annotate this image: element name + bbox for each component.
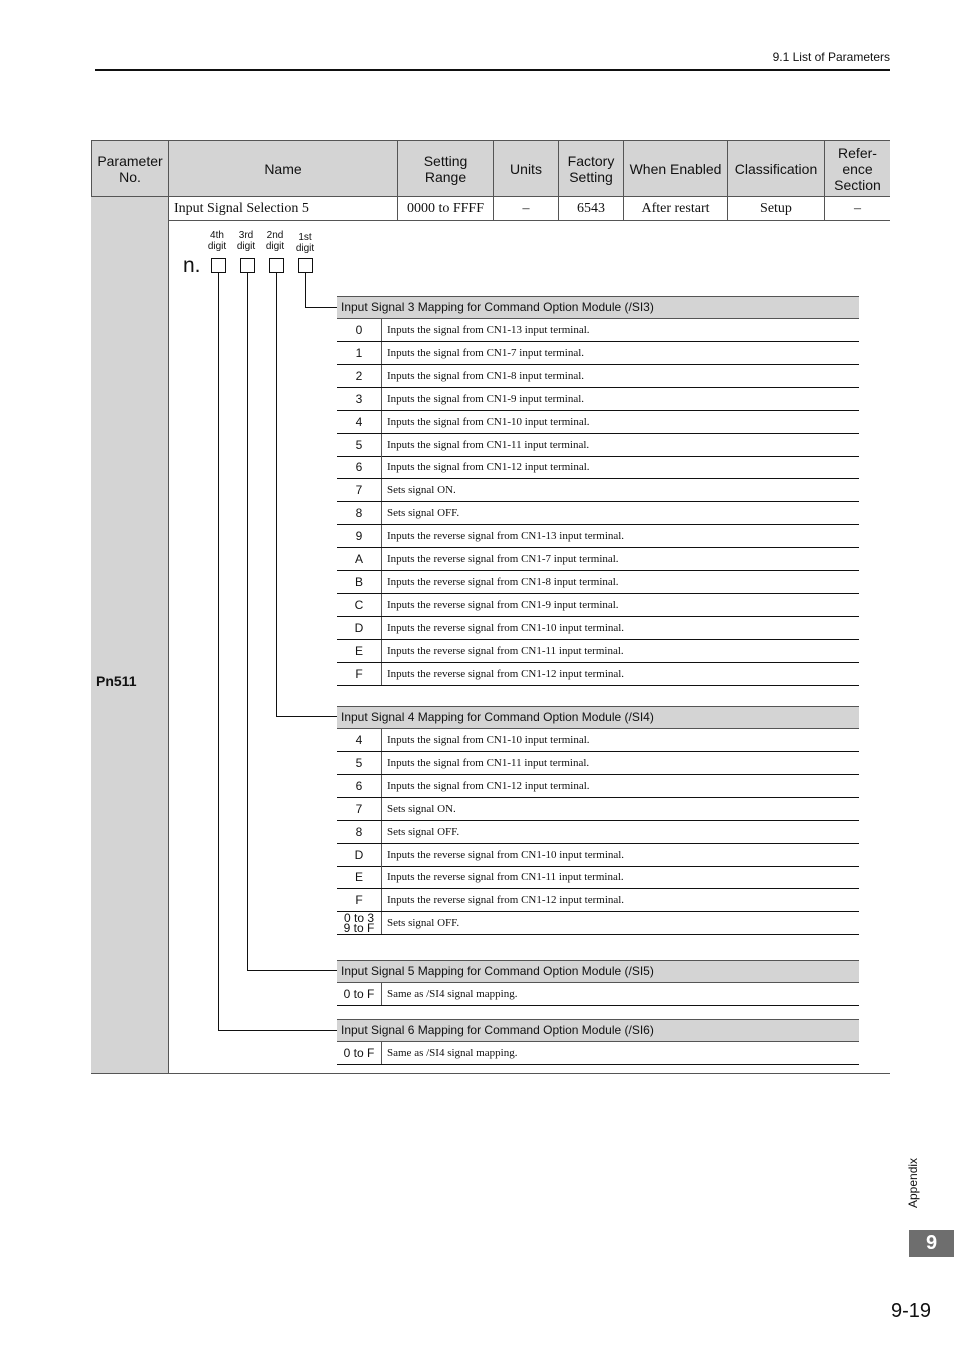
group-title: Input Signal 6 Mapping for Command Option Module (/SI6) xyxy=(337,1019,859,1042)
cell-classification: Setup xyxy=(728,197,825,221)
side-tab-label xyxy=(906,1146,928,1208)
group-title: Input Signal 3 Mapping for Command Option Module (/SI3) xyxy=(337,296,859,319)
table-row xyxy=(337,434,859,457)
group-title: Input Signal 5 Mapping for Command Option Module (/SI5) xyxy=(337,960,859,983)
setting-code: F xyxy=(337,889,382,911)
setting-description: Inputs the signal from CN1-13 input terminal. xyxy=(387,324,590,336)
table-row xyxy=(337,663,859,686)
table-row xyxy=(337,844,859,867)
table-row xyxy=(337,912,859,935)
connector-1st xyxy=(305,273,306,307)
setting-description: Inputs the signal from CN1-8 input terminal. xyxy=(387,369,585,382)
digit-prefix: n. xyxy=(183,254,201,277)
setting-code: 5 xyxy=(337,434,382,456)
connector-4th xyxy=(218,273,219,1030)
table-row xyxy=(337,571,859,594)
digit-label-2nd: 2nd digit xyxy=(265,230,285,252)
table-row xyxy=(337,456,859,479)
connector-3rd xyxy=(247,273,248,970)
running-header: 9.1 List of Parameters xyxy=(772,50,890,64)
setting-code: 0 xyxy=(337,319,382,341)
table-row xyxy=(337,502,859,525)
setting-code: 6 xyxy=(337,775,382,797)
setting-description: Inputs the reverse signal from CN1-12 input terminal. xyxy=(387,667,625,680)
setting-description: Inputs the signal from CN1-11 input terminal. xyxy=(387,756,590,769)
setting-code: D xyxy=(337,617,382,639)
table-row xyxy=(337,821,859,844)
setting-description: Sets signal OFF. xyxy=(387,507,460,520)
setting-code: E xyxy=(337,866,382,888)
setting-code: E xyxy=(337,640,382,662)
setting-code: 3 xyxy=(337,388,382,410)
table-row xyxy=(337,983,859,1006)
table-row xyxy=(337,1042,859,1065)
col-header-name: Name xyxy=(169,140,398,197)
setting-code: C xyxy=(337,594,382,616)
setting-description: Inputs the reverse signal from CN1-11 input terminal. xyxy=(387,871,624,884)
table-row xyxy=(337,365,859,388)
table-row xyxy=(337,594,859,617)
setting-code: 5 xyxy=(337,752,382,774)
table-row xyxy=(337,729,859,752)
setting-code: 0 to F xyxy=(337,1042,382,1064)
col-header-setting-range: Setting Range xyxy=(398,140,494,197)
table-row xyxy=(337,775,859,798)
setting-description: Inputs the signal from CN1-9 input terminal. xyxy=(387,392,585,405)
connector-3rd-h xyxy=(247,970,337,971)
connector-2nd-h xyxy=(276,716,337,717)
setting-code: 0 to F xyxy=(337,983,382,1005)
col-header-factory-setting: Factory Setting xyxy=(559,140,624,197)
page-number: 9-19 xyxy=(890,1300,931,1322)
setting-description: Inputs the reverse signal from CN1-9 input terminal. xyxy=(387,598,619,611)
setting-code: A xyxy=(337,548,382,570)
col-header-classification: Classification xyxy=(728,140,825,197)
table-row xyxy=(337,617,859,640)
header-rule xyxy=(95,69,890,71)
chapter-tab: 9 xyxy=(909,1230,954,1257)
cell-factory-setting: 6543 xyxy=(559,197,624,221)
cell-units: – xyxy=(494,197,559,221)
col-header-reference: Refer- ence Section xyxy=(825,140,890,197)
setting-description: Inputs the signal from CN1-7 input terminal. xyxy=(387,346,585,359)
setting-description: Inputs the reverse signal from CN1-8 input terminal. xyxy=(387,575,619,588)
digit-label-1st: 1st digit xyxy=(295,232,315,254)
cell-when-enabled: After restart xyxy=(624,197,728,221)
parameter-number: Pn511 xyxy=(96,673,137,689)
table-row xyxy=(337,640,859,663)
setting-code: F xyxy=(337,663,382,685)
setting-description: Same as /SI4 signal mapping. xyxy=(387,1047,518,1059)
table-row xyxy=(337,889,859,912)
table-row xyxy=(337,479,859,502)
connector-2nd xyxy=(276,273,277,716)
setting-description: Inputs the reverse signal from CN1-10 input terminal. xyxy=(387,621,625,634)
setting-description: Inputs the signal from CN1-10 input terminal. xyxy=(387,415,590,428)
setting-code: 2 xyxy=(337,365,382,387)
cell-setting-range: 0000 to FFFF xyxy=(398,197,494,221)
connector-4th-h xyxy=(218,1030,337,1031)
setting-description: Sets signal ON. xyxy=(387,484,456,497)
setting-code: D xyxy=(337,844,382,866)
setting-description: Inputs the signal from CN1-10 input terminal. xyxy=(387,734,590,746)
setting-description: Sets signal OFF. xyxy=(387,825,460,838)
cell-name: Input Signal Selection 5 xyxy=(169,197,398,221)
setting-code: 1 xyxy=(337,342,382,364)
table-row xyxy=(337,319,859,342)
table-row xyxy=(337,525,859,548)
setting-code: 0 to 3 9 to F xyxy=(337,912,382,934)
digit-box-3rd xyxy=(240,258,255,273)
setting-code: 4 xyxy=(337,411,382,433)
setting-description: Inputs the signal from CN1-12 input terminal. xyxy=(387,461,590,474)
setting-code: 8 xyxy=(337,821,382,843)
digit-box-4th xyxy=(211,258,226,273)
digit-label-3rd: 3rd digit xyxy=(236,230,256,252)
group-title: Input Signal 4 Mapping for Command Option Module (/SI4) xyxy=(337,706,859,729)
digit-label-4th: 4th digit xyxy=(207,230,227,252)
setting-description: Inputs the reverse signal from CN1-12 input terminal. xyxy=(387,894,625,907)
col-header-units: Units xyxy=(494,140,559,197)
table-row xyxy=(337,411,859,434)
table-row xyxy=(337,752,859,775)
table-bottom-rule xyxy=(91,1073,890,1074)
table-row xyxy=(337,866,859,889)
setting-code: 8 xyxy=(337,502,382,524)
digit-box-1st xyxy=(298,258,313,273)
setting-description: Inputs the reverse signal from CN1-13 input terminal. xyxy=(387,530,625,543)
setting-code: 7 xyxy=(337,479,382,501)
table-row xyxy=(337,798,859,821)
setting-code: 4 xyxy=(337,729,382,751)
setting-code: 9 xyxy=(337,525,382,547)
setting-description: Inputs the reverse signal from CN1-7 input terminal. xyxy=(387,553,619,565)
cell-reference: – xyxy=(825,197,890,221)
table-row xyxy=(337,388,859,411)
col-header-when-enabled: When Enabled xyxy=(624,140,728,197)
setting-code: 6 xyxy=(337,456,382,478)
setting-description: Inputs the reverse signal from CN1-10 input terminal. xyxy=(387,848,625,861)
col-header-parameter-no: Parameter No. xyxy=(91,140,169,197)
appendix-label: Appendix xyxy=(906,1157,920,1208)
table-row xyxy=(337,548,859,571)
setting-description: Inputs the signal from CN1-12 input terminal. xyxy=(387,779,590,792)
digit-box-2nd xyxy=(269,258,284,273)
setting-description: Sets signal OFF. xyxy=(387,917,460,930)
connector-1st-h xyxy=(305,307,337,308)
setting-code: 7 xyxy=(337,798,382,820)
setting-description: Inputs the reverse signal from CN1-11 input terminal. xyxy=(387,644,624,657)
setting-description: Same as /SI4 signal mapping. xyxy=(387,988,518,1000)
table-row xyxy=(337,342,859,365)
setting-description: Inputs the signal from CN1-11 input terminal. xyxy=(387,438,590,451)
parameter-number-cell xyxy=(91,197,169,1074)
setting-description: Sets signal ON. xyxy=(387,802,456,815)
setting-code: B xyxy=(337,571,382,593)
